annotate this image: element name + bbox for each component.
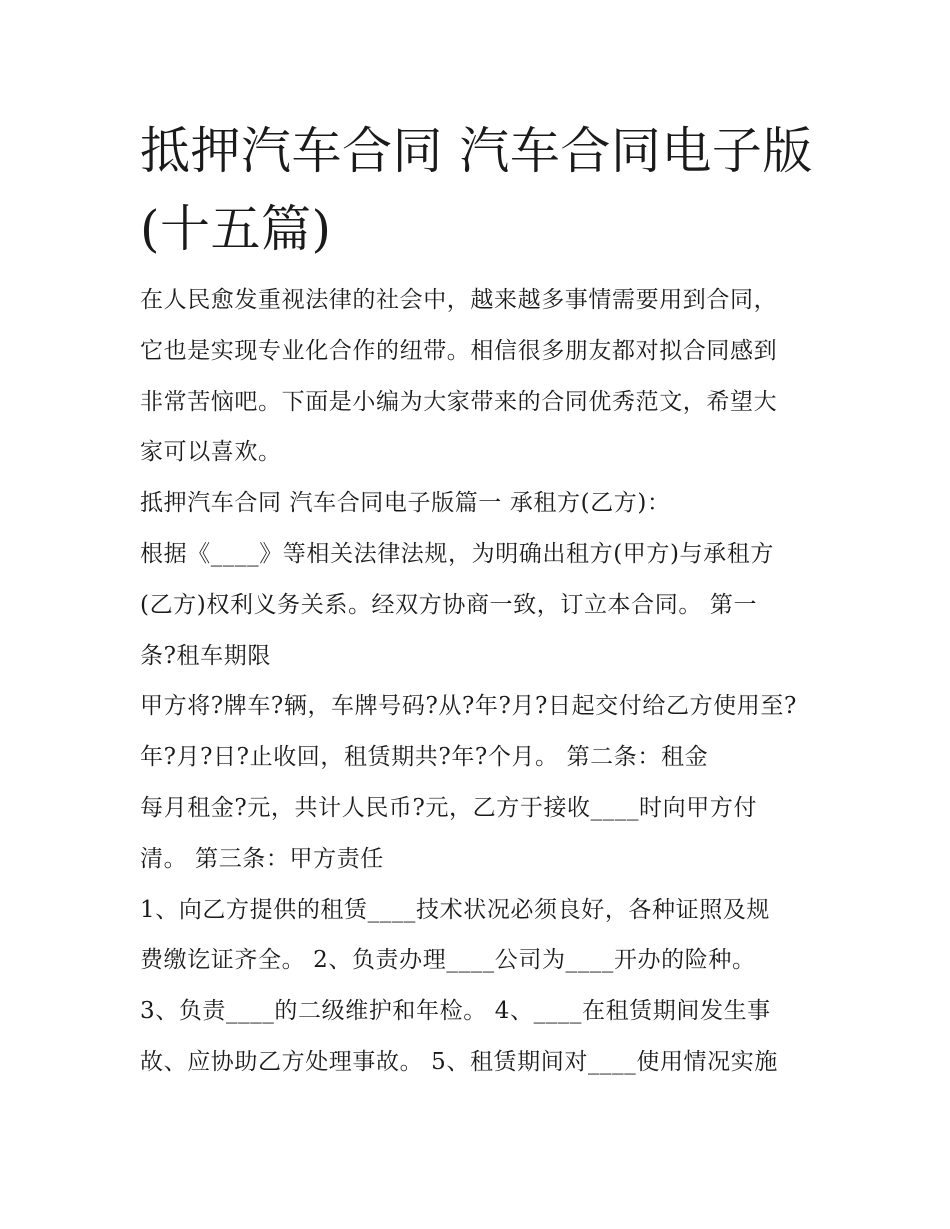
body-line: 费缴讫证齐全。 2、负责办理____公司为____开办的险种。 bbox=[140, 947, 756, 974]
title-line-2: (十五篇) bbox=[140, 200, 332, 258]
body-line: 年?月?日?止收回，租赁期共?年?个月。 第二条：租金 bbox=[140, 744, 709, 771]
body-line: 每月租金?元，共计人民币?元，乙方于接收____时向甲方付 bbox=[140, 794, 758, 821]
body-line: 甲方将?牌车?辆，车牌号码?从?年?月?日起交付给乙方使用至? bbox=[140, 693, 797, 720]
body-line: 根据《____》等相关法律法规，为明确出租方(甲方)与承租方 bbox=[140, 540, 774, 567]
body-line: 故、应协助乙方处理事故。 5、租赁期间对____使用情况实施 bbox=[140, 1048, 778, 1075]
body-line: 1、向乙方提供的租赁____技术状况必须良好，各种证照及规 bbox=[140, 896, 771, 923]
section-heading-line: 抵押汽车合同 汽车合同电子版篇一 承租方(乙方)： bbox=[140, 490, 671, 517]
body-line: 非常苦恼吧。下面是小编为大家带来的合同优秀范文，希望大 bbox=[140, 388, 778, 415]
body-line: 家可以喜欢。 bbox=[140, 439, 282, 466]
title-line-1: 抵押汽车合同 汽车合同电子版 bbox=[140, 122, 813, 180]
body-line: (乙方)权利义务关系。经双方协商一致，订立本合同。 第一 bbox=[140, 591, 758, 618]
body-line: 在人民愈发重视法律的社会中，越来越多事情需要用到合同， bbox=[140, 287, 778, 313]
document-title bbox=[140, 112, 830, 268]
body-line: 3、负责____的二级维护和年检。 4、____在租赁期间发生事 bbox=[140, 998, 771, 1025]
body-line: 它也是实现专业化合作的纽带。相信很多朋友都对拟合同感到 bbox=[140, 337, 778, 364]
body-line: 清。 第三条：甲方责任 bbox=[140, 845, 384, 872]
document-body bbox=[140, 275, 830, 1088]
body-line: 条?租车期限 bbox=[140, 642, 271, 669]
